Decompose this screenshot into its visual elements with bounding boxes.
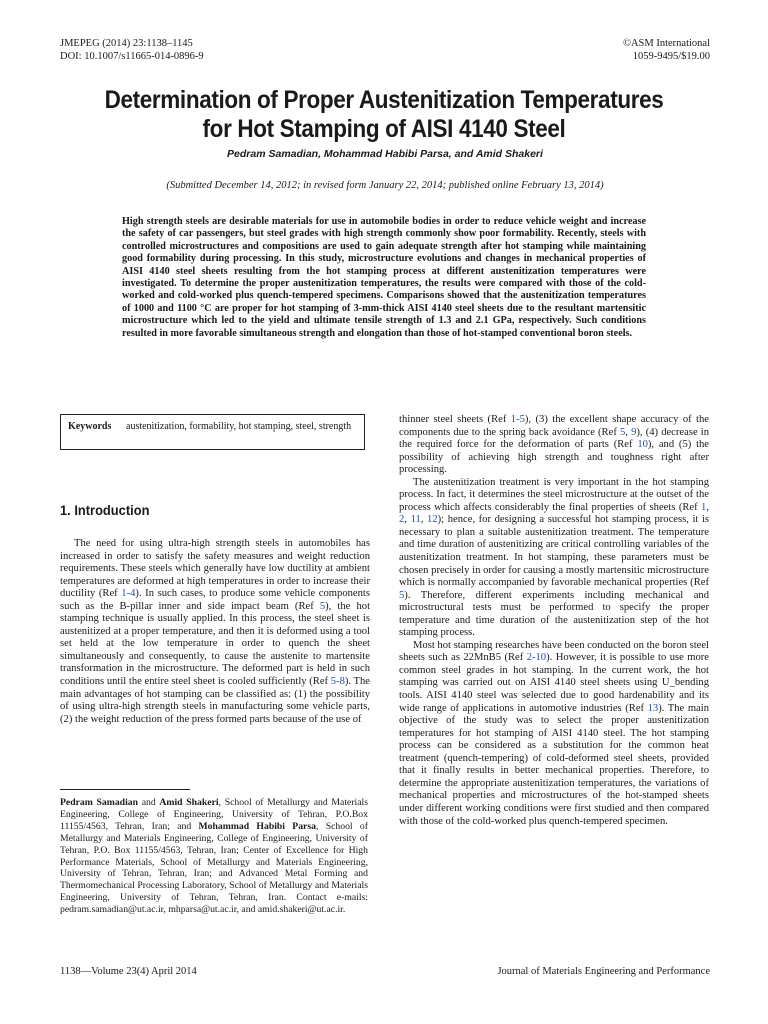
title-line-2: for Hot Stamping of AISI 4140 Steel (202, 115, 566, 143)
paragraph: The need for using ultra-high strength steels in automobiles has increased in order to satisfy the safety measures and weight reduction requirements. These steels which generally have low ductility at ambient temperatures are deformed at high temperatures in order to increase their ductility (Ref 1-4). In such cases, to produce some vehicle components such as the B-pillar inner and side impact beam (Ref 5), the hot stamping technique is usually applied. In this process, the steel sheet is austenitized at a proper temperature, and then it is deformed using a tool set held at the low temperature in order to quench the sheet simultaneously and consequently, to cause the austenite to martensite transformation in the microstructure. The deformed part is held in such conditions until the entire steel sheet is cooled sufficiently (Ref 5-8). The main advantages of hot stamping can be classified as: (1) the possibility of using ultra-high strength steels in manufacturing some vehicle parts, (2) the weight reduction of the press formed parts because of the use of (60, 538, 371, 725)
author-name: Pedram Samadian (60, 797, 138, 808)
left-column (60, 538, 370, 726)
header-right (623, 38, 710, 63)
paragraph: thinner steel sheets (Ref 1-5), (3) the excellent shape accuracy of the components due to the spring back avoidance (Ref 5, 9), (4) decrease in the required force for the deformation of parts (Ref 10), and (5) the possibility of achieving high strength and toughness right after processing. (399, 414, 710, 476)
reference-link[interactable]: 2 (399, 514, 405, 526)
reference-link[interactable]: 1 (701, 501, 707, 513)
footer-journal-name: Journal of Materials Engineering and Performance (497, 966, 710, 977)
author-name: Mohammad Habibi Parsa (198, 820, 316, 832)
paragraph: Most hot stamping researches have been conducted on the boron steel sheets such as 22MnB5 (Ref 2-10). However, it is possible to use more common steel grades in hot stamping. In the current work, the hot stamping was carried out on AISI 4140 steel sheets using U_bending tools. AISI 4140 steel was selected due to good hardenability and its wide range of applications in automotive industries (Ref 13). The main objective of the study was to select the proper austenitization temperatures for hot stamping of AISI 4140 steel. The hot stamping process can be considered as a substitution for the common heat treatment (quench-tempering) of cold-deformed steel sheets, provided that it finally results in better mechanical properties. Therefore, to determine the appropriate austenitization temperatures, the variations of mechanical properties and microstructures of the hot-stamped sheets under different working conditions were first studied and then compared with those of the cold-worked plus quench-tempered specimen. (399, 639, 710, 827)
reference-link[interactable]: 5 (620, 426, 626, 438)
keywords-text: austenitization, formability, hot stamping, steel, strength (126, 421, 352, 432)
submission-dates: (Submitted December 14, 2012; in revised form January 22, 2014; published online February 13, 2014) (166, 180, 604, 191)
reference-link[interactable]: 1-4 (121, 588, 136, 600)
right-column (399, 414, 709, 828)
author-affiliations: Pedram Samadian and Amid Shakeri, School of Metallurgy and Materials Engineering, College of Engineering, University of Tehran, P.O.Box 11155/4563, Tehran, Iran; and Mohammad Habibi Parsa, School of Metallurgy and Materials Engineering, College of Engineering, University of Tehran, P.O. Box 11155/4563, Tehran, Iran; Center of Excellence for High Performance Materials, School of Metallurgy and Materials Engineering, University of Tehran, Tehran, Iran; and Advanced Metal Forming and Thermomechanical Processing Laboratory, School of Metallurgy and Materials Engineering, University of Tehran, Tehran, Iran. Contact e-mails: pedram.samadian@ut.ac.ir, mhparsa@ut.ac.ir, and amid.shakeri@ut.ac.ir. (60, 797, 369, 916)
header-left (60, 38, 204, 63)
abstract: High strength steels are desirable materials for use in automobile bodies in order to reduce vehicle weight and increase the safety of car passengers, but steel grades with high strength commonly show poor formability. Recently, steels with controlled microstructures and compositions are used to gain adequate strength after hot stamping while maintaining good formability during processing. In this study, microstructure evolutions and changes in mechanical properties of AISI 4140 steel sheets resulting from the hot stamping process at different austenitization temperatures were investigated. To determine the proper austenitization temperatures, the results were compared with those of the cold-worked and cold-worked plus quench-tempered specimens. Comparisons showed that the austenitization temperatures of 1000 and 1100 °C are proper for hot stamping of 3-mm-thick AISI 4140 steel sheets due to the resultant martensitic microstructure which led to the yield and ultimate tensile strength of 1.3 and 2.1 GPa, respectively. Such conditions resulted in more favorable simultaneous strength and elongation than those of hot-stamped conventional boron steels. (122, 216, 646, 339)
footer-page-volume: 1138—Volume 23(4) April 2014 (60, 966, 197, 977)
reference-link[interactable]: 5-8 (330, 676, 345, 688)
title-line-1: Determination of Proper Austenitization Temperatures (104, 86, 664, 114)
doi[interactable]: DOI: 10.1007/s11665-014-0896-9 (60, 50, 204, 62)
paragraph: The austenitization treatment is very important in the hot stamping process. In fact, it determines the steel microstructure at the outset of the process which affects considerably the final properties of sheets (Ref 1, 2, 11, 12); hence, for designing a successful hot stamping process, it is necessary to plan a suitable austenitization treatment. The temperature and time duration of austenitizing are critical controlling variables of the austenitization treatment. In hot stamping, these parameters must be chosen precisely in order for causing a mostly martensitic microstructure which is normally accompanied by favorable mechanical properties (Ref 5). Therefore, different experiments including mechanical and microstructural tests must be performed to specify the proper temperature and time duration of the austenitization step of the hot stamping process. (399, 476, 710, 639)
reference-link[interactable]: 9 (631, 426, 637, 438)
author-list: Pedram Samadian, Mohammad Habibi Parsa, and Amid Shakeri (227, 148, 543, 160)
reference-link[interactable]: 2-10 (526, 652, 547, 664)
section-heading-introduction: 1. Introduction (60, 502, 150, 518)
reference-link[interactable]: 10 (637, 439, 648, 451)
reference-link[interactable]: 1-5 (510, 414, 525, 425)
keywords-label: Keywords (68, 421, 112, 432)
reference-link[interactable]: 12 (427, 514, 438, 526)
footnote-rule (60, 789, 190, 790)
reference-link[interactable]: 5 (399, 589, 405, 601)
author-name: Amid Shakeri (159, 797, 219, 808)
keywords-box (60, 414, 365, 450)
reference-link[interactable]: 5 (319, 600, 326, 612)
journal-citation: JMEPEG (2014) 23:1138–1145 (60, 38, 193, 49)
paper-title (74, 86, 693, 144)
issn-price: 1059-9495/$19.00 (632, 50, 710, 62)
reference-link[interactable]: 13 (647, 702, 659, 714)
reference-link[interactable]: 11 (410, 514, 421, 526)
publisher: ©ASM International (622, 38, 710, 49)
